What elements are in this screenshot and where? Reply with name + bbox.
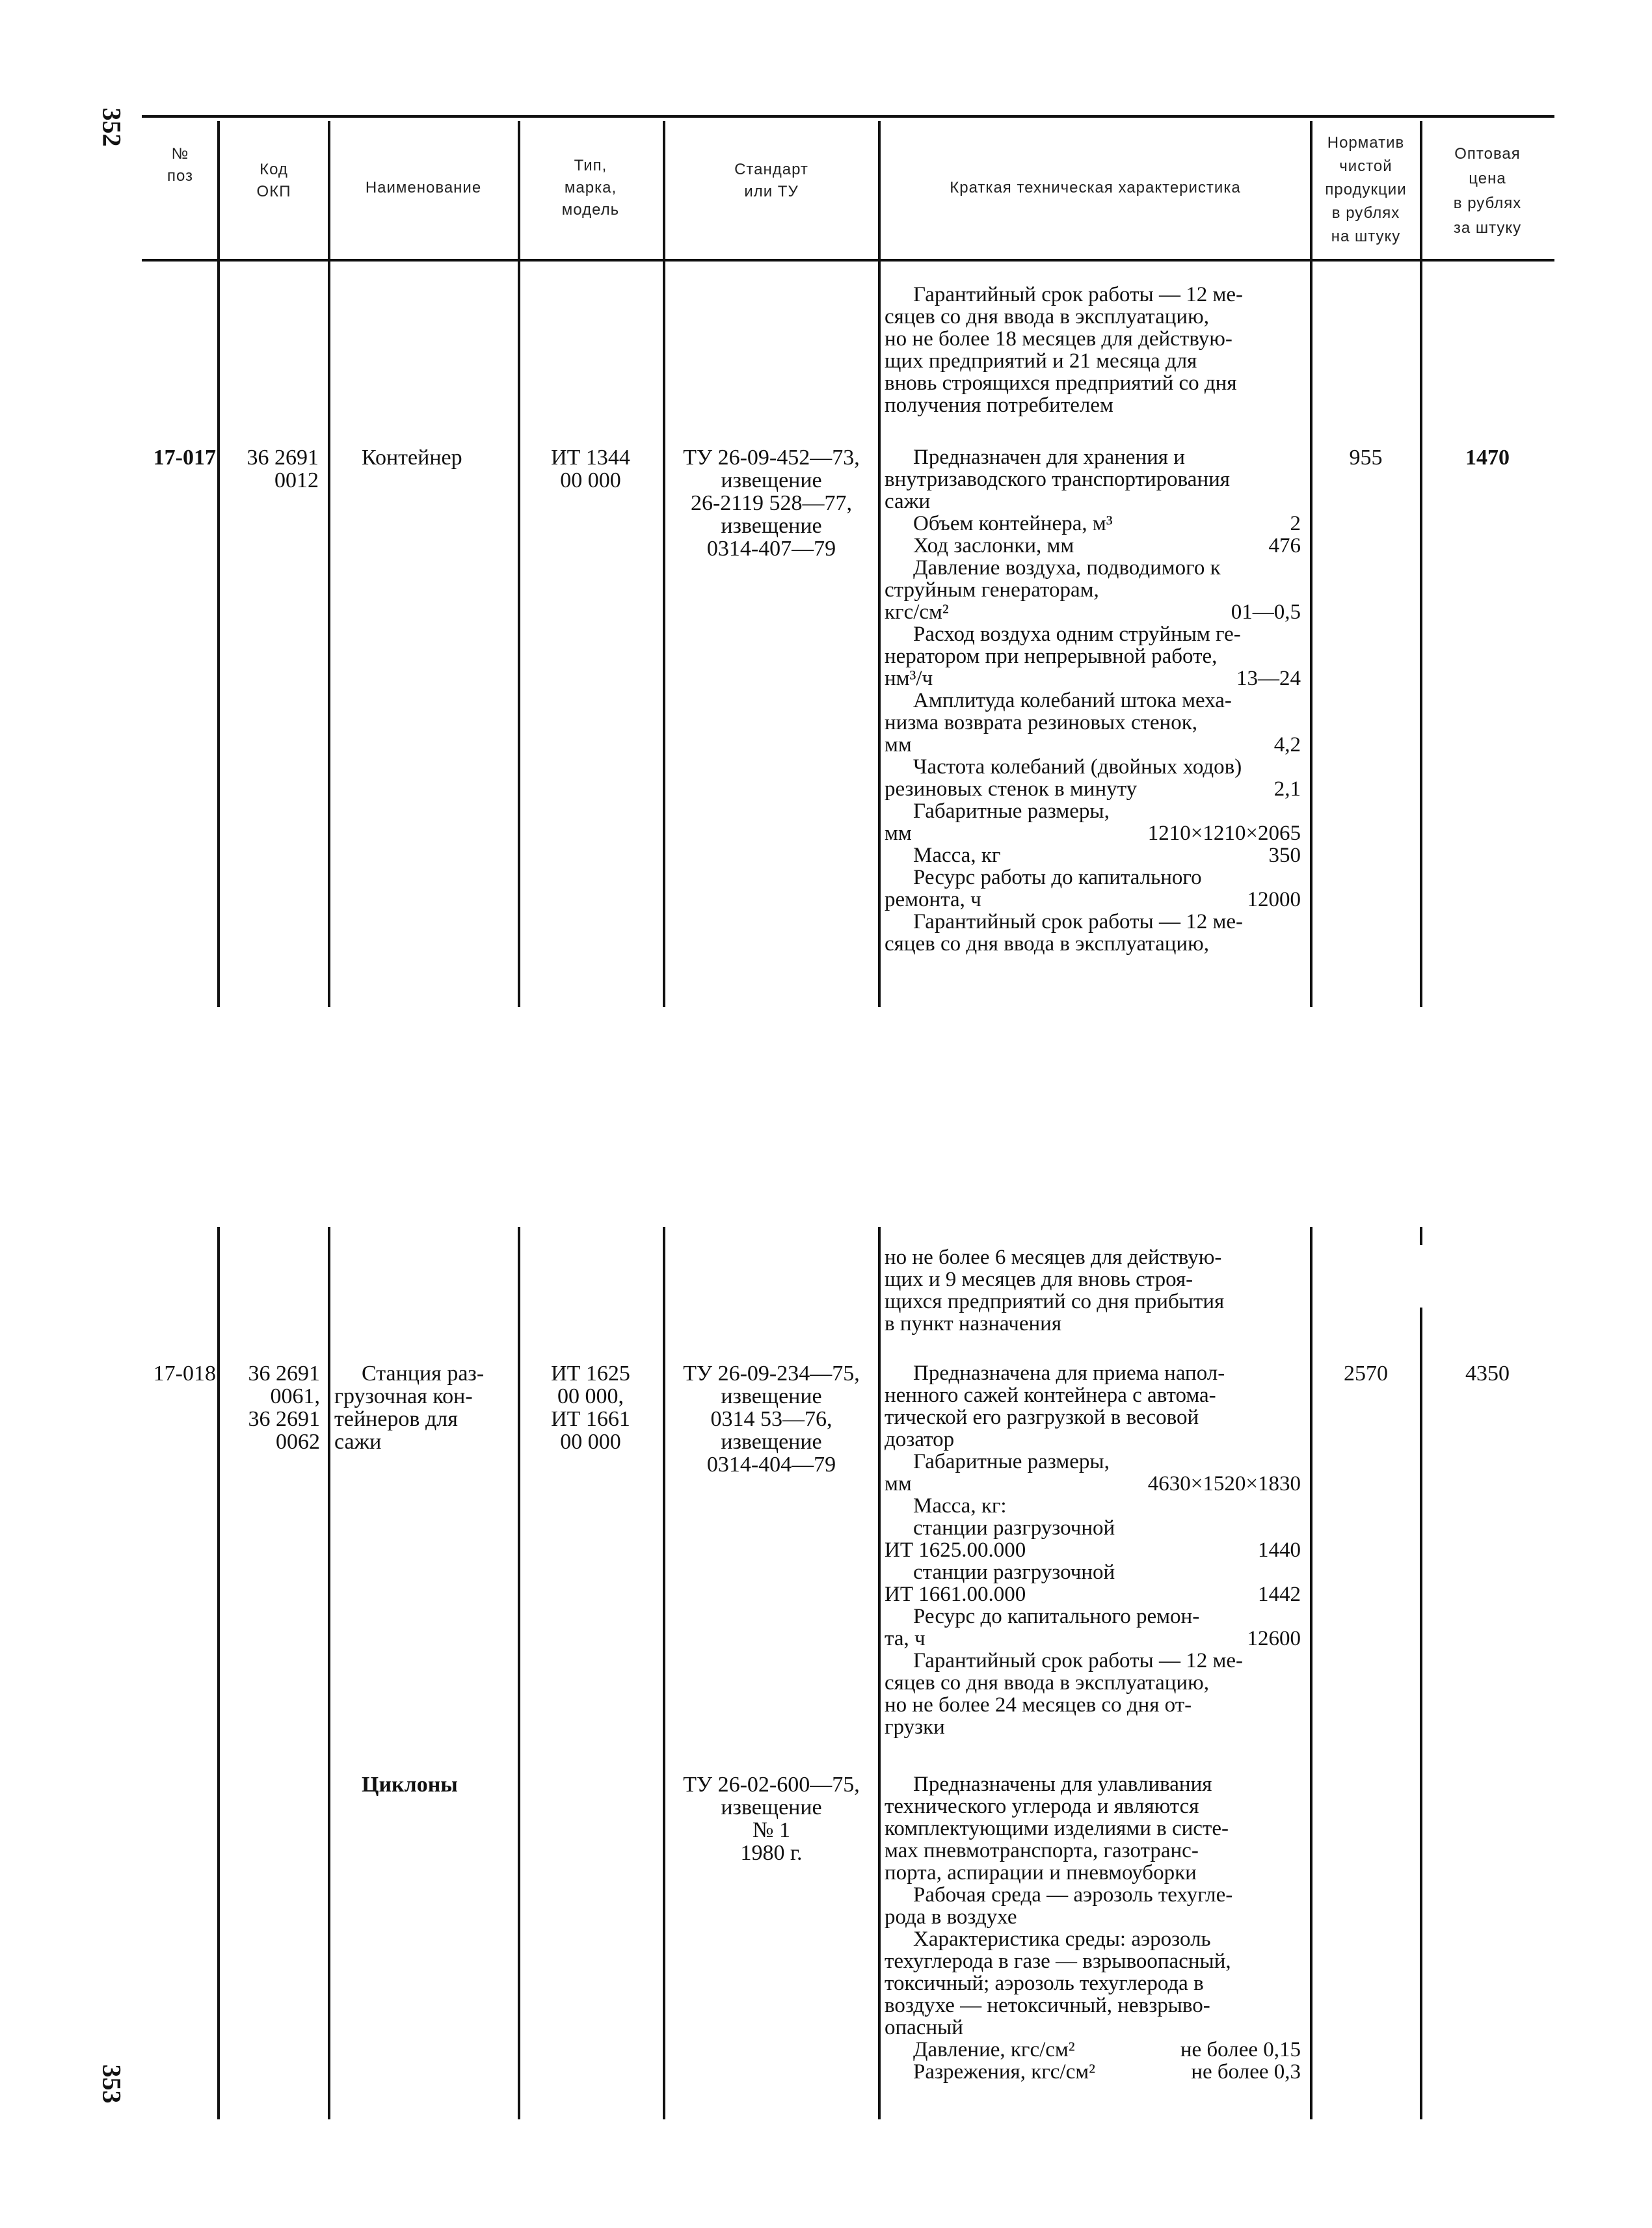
- header-okp: Код ОКП: [256, 161, 291, 200]
- row-17-017-name: Контейнер: [362, 446, 462, 470]
- header-standard: Стандарт или ТУ: [734, 161, 808, 200]
- header-name: Наименование: [365, 179, 482, 196]
- row-17-018-okp: 36 2691 0061, 36 2691 0062: [248, 1362, 320, 1454]
- row-17-018-price: 4350: [1465, 1362, 1510, 1386]
- row-17-018-norm: 2570: [1344, 1362, 1388, 1386]
- row-cyclones-description: Предназначены для улавливания технического углерода и являются комплектующими изделиями в систе- мах пневмотранспорта, газотранс- порта, аспирации и пневмоуборки Рабочая среда — аэрозоль техугле- рода в воздухе Характеристика среды: аэрозоль техуглерода в газе — взрывоопасный, токсичный; аэрозоль техуглерода в воздухе — нетоксичный, невзрыво- опасный Давление, кгс/см² не более 0,15 Разрежения, кгс/см² не более 0,3: [885, 1773, 1301, 2084]
- row-17-017-type: ИТ 1344 00 000: [551, 446, 630, 492]
- header-bottom-rule: [142, 259, 1554, 262]
- row-17-017-norm: 955: [1349, 446, 1383, 470]
- row-17-017-pos: 17-017: [153, 446, 216, 470]
- row-17-018-description: Предназначена для приема напол- ненного сажей контейнера с автома- тической его разгрузкой в весовой дозатор Габаритные размеры, мм 4630×1520×1830 Масса, кг: станции разгрузочной ИТ 1625.00.000 1440 станции разгрузочной ИТ 1661.00.000 1442 Ресурс до капитального ремон- та, ч 12600 Гарантийный срок работы — 12 ме- сяцев со дня ввода в эксплуатацию, но не более 24 месяцев со дня от- грузки: [885, 1362, 1301, 1739]
- header-type: Тип, марка, модель: [561, 157, 620, 219]
- header-brief: Краткая техническая характеристика: [950, 179, 1241, 196]
- row-17-017-price: 1470: [1465, 446, 1510, 470]
- row-17-017-okp: 36 2691 0012: [246, 446, 319, 492]
- header-top-rule: [142, 115, 1554, 118]
- header-pos: № поз: [167, 145, 194, 185]
- row-17-018-name: Станция раз- грузочная кон- тейнеров для сажи: [334, 1362, 485, 1454]
- row-cyclones-standard: ТУ 26-02-600—75, извещение № 1 1980 г.: [683, 1773, 860, 1865]
- row-17-018-type: ИТ 1625 00 000, ИТ 1661 00 000: [551, 1362, 630, 1454]
- row-17-018-standard: ТУ 26-09-234—75, извещение 0314 53—76, извещение 0314-404—79: [683, 1362, 860, 1477]
- page-number-bottom: 353: [97, 2064, 127, 2104]
- row-17-018-pos: 17-018: [153, 1362, 216, 1386]
- header-norm: Норматив чистой продукции в рублях на штуку: [1325, 134, 1407, 245]
- top-carryover-text: Гарантийный срок работы — 12 ме- сяцев со дня ввода в эксплуатацию, но не более 18 месяцев для действую- щих предприятий и 21 месяца для вновь строящихся предприятий со дня получения потребителем: [885, 283, 1243, 417]
- row-17-017-standard: ТУ 26-09-452—73, извещение 26-2119 528—77, извещение 0314-407—79: [683, 446, 860, 561]
- page-number-top: 352: [97, 107, 127, 147]
- row-17-017-description: Предназначен для хранения и внутризаводского транспортирования сажи Объем контейнера, м³ 2 Ход заслонки, мм 476 Давление воздуха, подводимого к струйным генераторам, кгс/см² 01—0,5 Расход воздуха одним струйным ге- нератором при непрерывной работе, нм³/ч 13—24 Амплитуда колебаний штока меха- низма возврата резиновых стенок, мм 4,2 Частота колебаний (двойных ходов) резиновых стенок в минуту 2,1 Габаритные размеры, мм 1210×1210×2065 Масса, кг 350 Ресурс работы до капитального ремонта, ч 12000 Гарантийный срок работы — 12 ме- сяцев со дня ввода в эксплуатацию,: [885, 446, 1301, 956]
- bottom-carryover-text: но не более 6 месяцев для действую- щих и 9 месяцев для вновь строя- щихся предприятий со дня прибытия в пункт назначения: [885, 1246, 1225, 1335]
- row-cyclones-name: Циклоны: [362, 1773, 458, 1797]
- header-price: Оптовая цена в рублях за штуку: [1453, 145, 1522, 237]
